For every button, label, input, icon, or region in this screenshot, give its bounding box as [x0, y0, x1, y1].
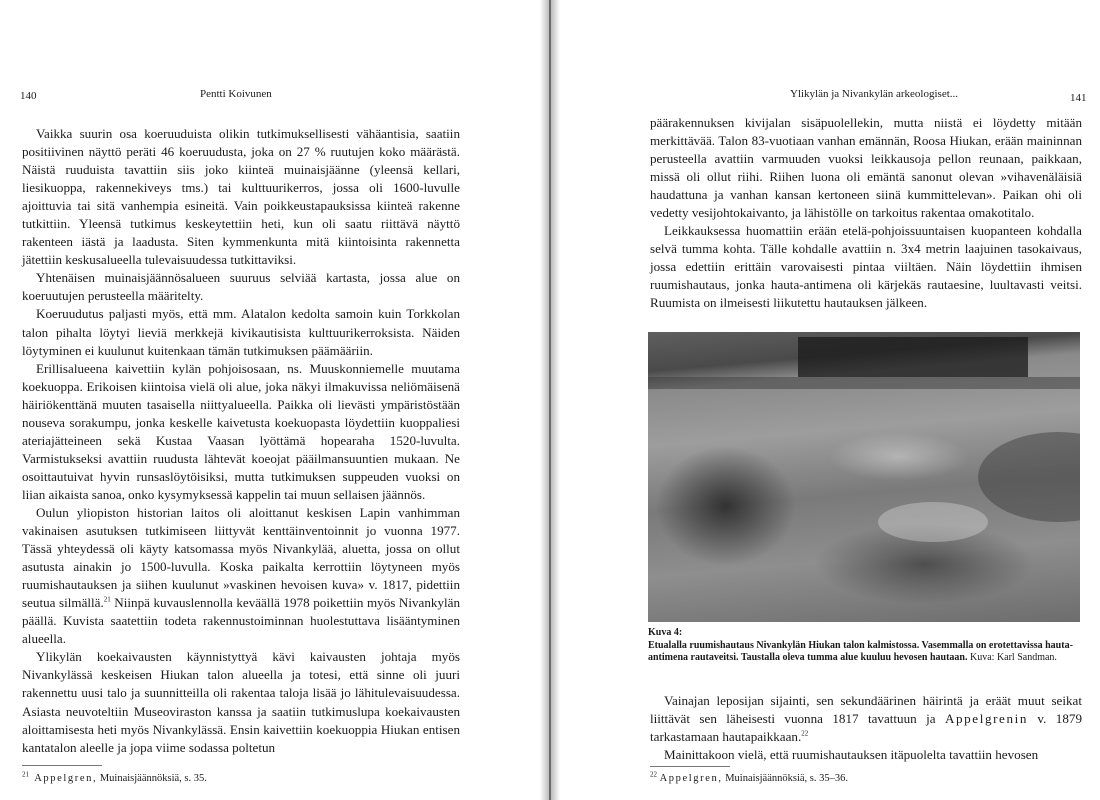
paragraph: Yhtenäisen muinaisjäännösalueen suuruus selviää kartasta, jossa alue on koeruutujen perusteella määritelty. [22, 270, 460, 304]
photo-shading [878, 502, 988, 542]
paragraph: Mainittakoon vielä, että ruumishautauksen itäpuolelta tavattiin hevosen [664, 747, 1039, 763]
footnote [650, 772, 848, 785]
book-gutter [540, 0, 560, 800]
photo-shading [798, 337, 1028, 377]
paragraph: Erillisalueena kaivettiin kylän pohjoisosaan, ns. Muuskonniemelle muutama koekuoppa. Erikoisen kiintoisa vielä oli alue, joka näkyi ilmakuvissa neliömäisenä häiriökenttänä muuten tasaisella niittyalueella. Paikka oli lievästi ympäristöstään nouseva sorakumpu, jonka keskelle kaivetusta koekuopasta löydettiin kuoppaliesi ateriajätteineen sekä Kustaa Vaasan lyöttämä hopearaha 1520-luvulta. Varmistukseksi avattiin ruudusta lähtevät koeojat pääilmansuuntien mukaan. Ne osoittautuivat hyvin runsaslöytöisiksi, mutta tutkimuksen suppeuden vuoksi on liian aikaista sanoa, onko kysymyksessä kappelin tai muun sellaisen jäännös. [22, 360, 460, 502]
page-number-left: 140 [20, 90, 37, 102]
caption-credit: Kuva: Karl Sandman. [967, 652, 1057, 663]
paragraph: Koeruudutus paljasti myös, että mm. Alatalon kedolta samoin kuin Torkkolan talon pihalta löytyi lieviä merkkejä kivikautisista kulttuurikerroksista. Näiden löytyminen ei kuulunut kuitenkaan tämän tutkimuksen päämääriin. [22, 306, 460, 358]
paragraph-text: Niinpä kuvauslennolla keväällä 1978 poikettiin myös Nivankylän päällä. Kuvista saatettiin todeta rakennustoiminnan huolestuttava lisääntyminen alueella. [22, 595, 461, 647]
right-body-text-top [650, 114, 1082, 313]
paragraph [22, 504, 460, 648]
paragraph-text: Vainajan leposijan sijainti, sen sekundäärinen häirintä ja eräät muut seikat liittävät sen läheisesti vuonna 1817 tavattuun ja [650, 693, 1082, 727]
footnote-number: 22 [650, 770, 657, 779]
footnote-number: 21 [22, 770, 29, 779]
running-head-left: Pentti Koivunen [200, 88, 272, 100]
footnote-reference: 22 [801, 729, 809, 738]
paragraph: Leikkauksessa huomattiin erään etelä-pohjoissuuntaisen kuopanteen kohdalla selvä tumma kohta. Tälle kohdalle avattiin n. 3x4 metrin laajuinen tasokaivaus, jossa edettiin erittäin varovaisesti pintaa viiltäen. Näin löydettiin ihmisen ruumishautaus, jonka hauta-antimena oli kärjekäs rautaesine, luultavasti veitsi. Ruumista on ilmeisesti liikutettu hautauksen jälkeen. [650, 223, 1082, 311]
footnote-source: Muinaisjäännöksiä, s. 35–36. [722, 773, 848, 784]
excavation-photograph [648, 332, 1080, 622]
paragraph-text: Oulun yliopiston historian laitos oli aloittanut keskisen Lapin vanhimman vakinaisen asutuksen tutkimiseen liittyvät kenttäinventoinnit jo vuonna 1977. Tässä yhteydessä oli käyty katsomassa myös Nivankylää, aluetta, jossa on ollut asutusta ainakin jo 1500-luvulla. Koska paikalta kerrottiin löytyneen myös ruumishautauksen ja siihen kuulunut »vaskinen hevoisen kuva» v. 1817, pidettiin seutua silmällä. [22, 504, 460, 611]
running-head-right: Ylikylän ja Nivankylän arkeologiset... [790, 88, 959, 100]
footnote-author: Appelgren, [34, 773, 98, 784]
paragraph [650, 692, 1082, 746]
right-body-text-bottom [650, 692, 1082, 764]
photo-shading [648, 377, 1080, 389]
photo-shading [978, 432, 1080, 522]
paragraph: Vaikka suurin osa koeruuduista olikin tutkimuksellisesti vähäantisia, saatiin positiivinen näyttö peräti 46 koeruudusta, joka on 27 % ruutujen koko määrästä. Näistä ruuduista tavattiin siis joko kiinteä muinaisjäänne (yleensä kellari, liesikuoppa, rakennekiveys tms.) tai kulttuurikerros, jossa oli 1600-luvulle ajoittuvia tai sitä vanhempia esineitä. Vain poikkeustapauksissa kiinteä rakenne tutkittiin. Yleensä tutkimus keskeytettiin heti, kun oli saatu riittävä näyttö rakenteen iästä ja laadusta. Siten kymmenkunta mitä kiintoisinta rakennetta jätettiin keskusalueella tulevaisuudessa tutkittaviksi. [22, 126, 460, 268]
author-name: Appelgrenin [944, 711, 1029, 727]
paragraph: päärakennuksen kivijalan sisäpuolellekin, mutta niistä ei löydetty mitään merkittävää. Talon 83-vuotiaan vanhan emännän, Roosa Hiukan, erään maininnan perusteella avattiin varmuuden vuoksi leikkausoja pellon reunaan, paikkaan, missä oli ollut riihi. Riihen luona oli emäntä sanonut olevan »vihavenäläisiä haudattuna ja vanhan kansan kertoneen siinä kummittelevan». Paikan ohi oli vedetty vesijohtokaivanto, ja lähistölle on tarkoitus rakentaa omakotitalo. [650, 115, 1082, 221]
page-number-right: 141 [1070, 92, 1087, 104]
footnote-author: Appelgren, [659, 773, 723, 784]
figure-caption [648, 627, 1080, 665]
paragraph: Ylikylän koekaivausten käynnistyttyä kävi kaivausten johtaja myös Nivankylässä keskeisen Hiukan talon alueella ja totesi, että sinne oli juuri rakennettu uusi talo ja suunnitteilla oli rakentaa taloja lisää jo lähitulevaisuudessa. Asiasta neuvoteltiin Museoviraston kanssa ja saatiin tutkimuslupa koekaivausten aloittamisesta heti myös Nivankylässä. Ensin kaivettiin koekuoppia Hiukan entisen kantatalon aleelle ja jopa viime sodassa poltetun [22, 649, 460, 755]
footnote-reference: 21 [103, 595, 111, 604]
caption-text: Etualalla ruumishautaus Nivankylän Hiukan talon kalmistossa. Vasemmalla on erotettavissa hauta-antimena rautaveitsi. Taustalla oleva tumma alue kuuluu hevosen hautaan. [648, 639, 1073, 663]
paragraph-text: v. 1879 tarkastamaan hautapaikkaan. [650, 711, 1082, 745]
left-body-text [22, 125, 460, 757]
footnote-source: Muinaisjäännöksiä, s. 35. [97, 773, 207, 784]
footnote [22, 772, 207, 785]
left-page [0, 0, 540, 800]
right-page [560, 0, 1100, 800]
caption-label: Kuva 4: [648, 627, 683, 638]
footnote-divider [650, 766, 730, 767]
footnote-divider [22, 765, 102, 766]
